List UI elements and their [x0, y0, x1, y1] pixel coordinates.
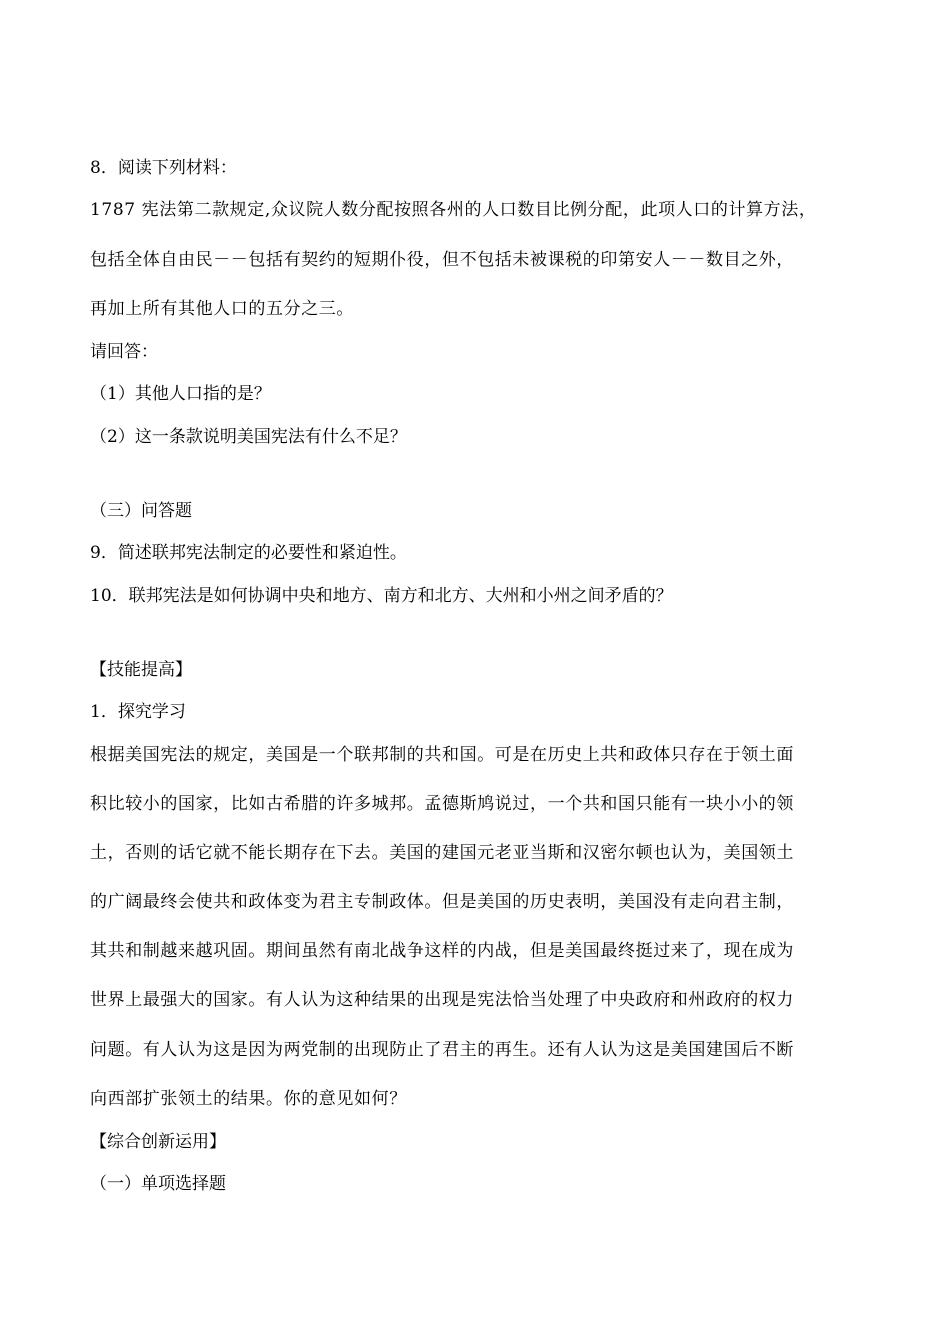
material-line-3: 再加上所有其他人口的五分之三。: [90, 299, 354, 319]
section-3-heading: （三）问答题: [90, 501, 192, 521]
paragraph-line-7: 问题。有人认为这是因为两党制的出现防止了君主的再生。还有人认为这是美国建国后不断: [90, 1040, 794, 1060]
paragraph-line-2: 积比较小的国家，比如古希腊的许多城邦。孟德斯鸠说过，一个共和国只能有一块小小的领: [90, 794, 794, 814]
material-line-2: 包括全体自由民－－包括有契约的短期仆役，但不包括未被课税的印第安人－－数目之外，: [90, 250, 794, 270]
sub-question-1: （1）其他人口指的是？: [90, 384, 271, 404]
sub-question-2: （2）这一条款说明美国宪法有什么不足？: [90, 427, 407, 447]
answer-prompt: 请回答：: [90, 342, 158, 362]
paragraph-line-6: 世界上最强大的国家。有人认为这种结果的出现是宪法恰当处理了中央政府和州政府的权力: [90, 990, 794, 1010]
paragraph-line-8: 向西部扩张领土的结果。你的意见如何？: [90, 1089, 407, 1109]
innovation-heading: 【综合创新运用】: [90, 1132, 226, 1152]
skills-heading: 【技能提高】: [90, 660, 192, 680]
paragraph-line-5: 其共和制越来越巩固。期间虽然有南北战争这样的内战，但是美国最终挺过来了，现在成为: [90, 941, 794, 961]
question-10: 10．联邦宪法是如何协调中央和地方、南方和北方、大州和小州之间矛盾的？: [90, 586, 673, 606]
question-8-title: 8．阅读下列材料：: [90, 158, 237, 178]
skills-item-1: 1．探究学习: [90, 702, 186, 722]
question-9: 9．简述联邦宪法制定的必要性和紧迫性。: [90, 543, 407, 563]
paragraph-line-3: 土，否则的话它就不能长期存在下去。美国的建国元老亚当斯和汉密尔顿也认为，美国领土: [90, 843, 794, 863]
innovation-subheading: （一）单项选择题: [90, 1174, 226, 1194]
paragraph-line-1: 根据美国宪法的规定，美国是一个联邦制的共和国。可是在历史上共和政体只存在于领土面: [90, 745, 794, 765]
paragraph-line-4: 的广阔最终会使共和政体变为君主专制政体。但是美国的历史表明，美国没有走向君主制，: [90, 892, 794, 912]
material-line-1: 1787 宪法第二款规定,众议院人数分配按照各州的人口数目比例分配，此项人口的计算方法，: [90, 200, 817, 220]
